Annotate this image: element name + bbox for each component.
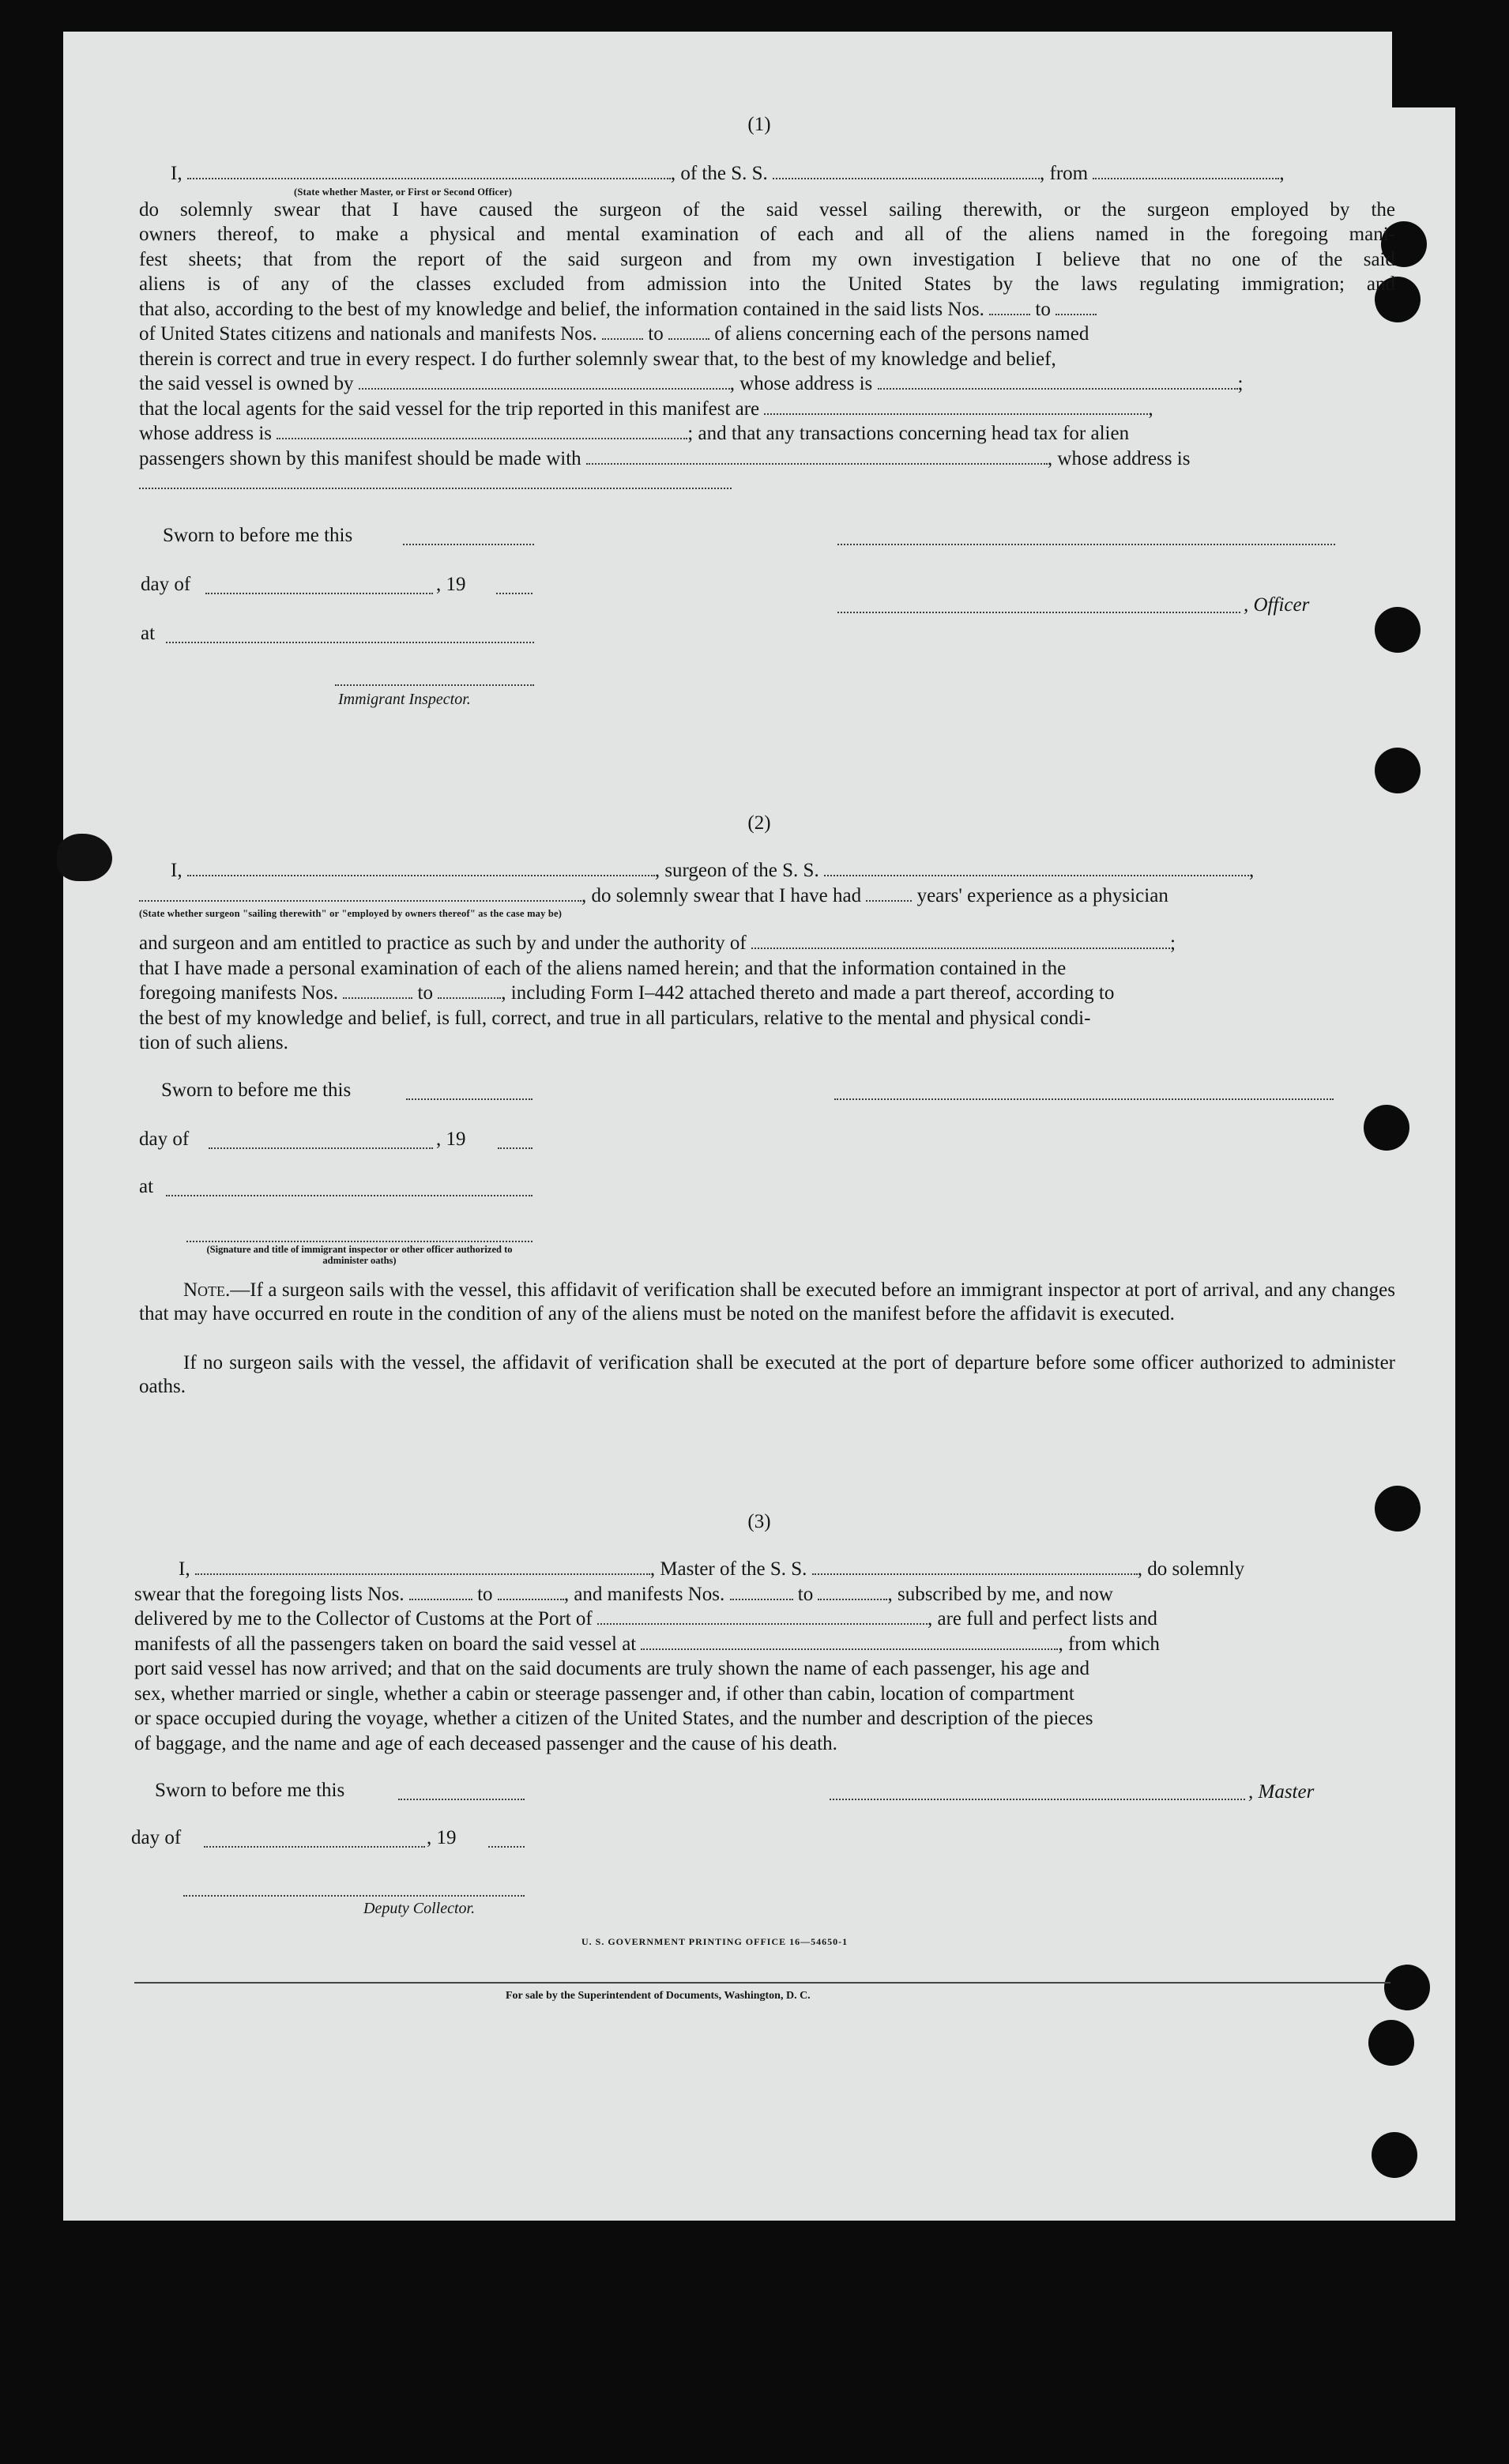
punch-hole [1375, 607, 1421, 653]
sworn-label: Sworn to before me this [161, 1079, 352, 1101]
at-blank[interactable] [166, 1195, 532, 1196]
text: the said vessel is owned by [139, 373, 354, 394]
paragraph-line: that I have made a personal examination of each of the aliens named herein; and that the information contained in the [139, 957, 1067, 979]
lists-to-blank[interactable] [498, 1583, 564, 1600]
text: , are full and perfect lists and [928, 1608, 1157, 1629]
printing-office-line: U. S. GOVERNMENT PRINTING OFFICE 16—54650-1 [581, 1936, 849, 1947]
text: , [1279, 163, 1285, 184]
agents-blank[interactable] [764, 397, 1148, 415]
lists-from-blank[interactable] [409, 1583, 472, 1600]
embark-port-blank[interactable] [641, 1633, 1058, 1650]
text: of United States citizens and nationals and manifests Nos. [139, 323, 597, 345]
text: , and manifests Nos. [563, 1583, 725, 1605]
officer-label: , Officer [1244, 594, 1310, 616]
punch-hole [1384, 1965, 1430, 2010]
text: , [1248, 860, 1255, 881]
sworn-label: Sworn to before me this [163, 525, 353, 546]
text: that the local agents for the said vessel for the trip reported in this manifest are [139, 397, 760, 420]
page-corner-tab [1392, 32, 1455, 107]
master-label: , Master [1248, 1781, 1315, 1803]
surgeon-note: (State whether surgeon "sailing therewith" or "employed by owners thereof" as the case may be) [139, 908, 563, 919]
paragraph-line: tion of such aliens. [139, 1032, 288, 1053]
years-blank[interactable] [866, 884, 912, 902]
officer-note: (State whether Master, or First or Second Officer) [294, 186, 513, 198]
paragraph-line: therein is correct and true in every respect. I do further solemnly swear that, to the best of my knowledge and belief, [139, 348, 1056, 370]
section1-body [139, 161, 1395, 496]
sale-notice: For sale by the Superintendent of Documents, Washington, D. C. [506, 1990, 811, 2002]
punch-hole [1368, 2020, 1414, 2066]
form-page [63, 32, 1455, 2221]
text: to [797, 1583, 814, 1605]
deputy-signature-blank[interactable] [183, 1895, 525, 1897]
manifest-to-blank[interactable] [668, 322, 709, 340]
section2-number: (2) [747, 812, 771, 834]
paragraph-line: do solemnly swear that I have caused the surgeon of the said vessel sailing therewith, or the surgeon employed by the [139, 198, 1395, 220]
port-blank[interactable] [597, 1607, 928, 1625]
head-tax-address-blank[interactable] [139, 472, 732, 489]
sworn-date-blank[interactable] [403, 544, 534, 545]
text: , subscribed by me, and now [887, 1583, 1113, 1605]
sworn-date-blank[interactable] [398, 1799, 525, 1800]
sworn-date-blank[interactable] [406, 1098, 532, 1100]
text: foregoing manifests Nos. [139, 982, 339, 1004]
surgeon-signature-blank[interactable] [834, 1098, 1334, 1100]
surgeon-status-blank[interactable] [139, 884, 581, 902]
text: ; and that any transactions concerning head tax for alien [687, 423, 1130, 444]
paragraph-line: port said vessel has now arrived; and that on the said documents are truly shown the name of each passenger, his age and [134, 1658, 1090, 1679]
text: manifests of all the passengers taken on board the said vessel at [134, 1633, 637, 1655]
text: I, [171, 163, 183, 184]
text: and surgeon and am entitled to practice as such by and under the authority of [139, 932, 747, 954]
section1-number: (1) [747, 114, 771, 135]
manifests-from-blank[interactable] [730, 1583, 793, 1600]
inspector-signature-blank[interactable] [335, 684, 534, 686]
paragraph-line: aliens is of any of the classes excluded from admission into the United States by the laws regulating immigration; and [139, 273, 1395, 295]
officer-signature-blank[interactable] [837, 544, 1335, 545]
at-label: at [141, 623, 156, 644]
text: , do solemnly swear that I have had [581, 884, 862, 906]
owner-blank[interactable] [359, 372, 730, 390]
master-name-blank[interactable] [195, 1558, 650, 1575]
master-signature-blank[interactable] [830, 1799, 1245, 1800]
paragraph-line: fest sheets; that from the report of the said surgeon and from my own investigation I believe that no one of the said [139, 248, 1395, 270]
section2-body [139, 858, 1395, 919]
text: , Master of the S. S. [649, 1558, 807, 1580]
paragraph-line: or space occupied during the voyage, whether a citizen of the United States, and the number and description of the pieces [134, 1708, 1093, 1729]
section3-number: (3) [747, 1511, 771, 1532]
text: , including Form I–442 attached thereto and made a part thereof, according to [501, 982, 1115, 1004]
lists-from-blank[interactable] [989, 298, 1030, 315]
day-blank[interactable] [205, 593, 433, 594]
text: to [417, 982, 433, 1004]
text: passengers shown by this manifest should be made with [139, 447, 581, 469]
inspector-caption: (Signature and title of immigrant inspector or other officer authorized to administer oaths) [206, 1244, 513, 1266]
text: to [1035, 298, 1051, 320]
year-label: , 19 [427, 1827, 457, 1848]
head-tax-agent-blank[interactable] [586, 447, 1048, 465]
at-label: at [139, 1176, 154, 1197]
section2-note2: If no surgeon sails with the vessel, the affidavit of verification shall be executed at the port of departure before some officer authorized to administer oaths. [139, 1352, 1395, 1397]
text: I, [171, 860, 183, 881]
paragraph-line: owners thereof, to make a physical and mental examination of each and all of the aliens named in the foregoing mani- [139, 224, 1395, 245]
text: swear that the foregoing lists Nos. [134, 1583, 405, 1605]
section2-paragraph [139, 931, 1395, 1056]
year-label: , 19 [436, 1128, 466, 1150]
day-of-label: day of [131, 1827, 182, 1848]
section2-note [139, 1279, 1395, 1326]
deputy-caption: Deputy Collector. [363, 1900, 476, 1917]
ink-blot [57, 834, 112, 881]
year-blank[interactable] [488, 1846, 525, 1848]
text: , do solemnly [1137, 1558, 1245, 1580]
manifest-from-blank[interactable] [602, 322, 643, 340]
inspector-caption: Immigrant Inspector. [338, 691, 471, 708]
punch-hole [1364, 1105, 1409, 1151]
punch-hole [1372, 2132, 1417, 2178]
year-label: , 19 [436, 574, 466, 595]
text: to [648, 323, 664, 345]
text: ; [1170, 932, 1176, 954]
text: years' experience as a physician [916, 884, 1168, 906]
manifest-from-blank[interactable] [343, 981, 412, 999]
officer-name-blank[interactable] [187, 162, 671, 179]
section3-body [134, 1557, 1395, 1756]
day-of-label: day of [141, 574, 191, 595]
agents-address-blank[interactable] [277, 422, 687, 439]
day-blank[interactable] [209, 1147, 433, 1149]
surgeon-ship-blank[interactable] [824, 859, 1249, 876]
from-port-blank[interactable] [1093, 162, 1279, 179]
owner-address-blank[interactable] [878, 372, 1238, 390]
text: , whose address is [1047, 447, 1191, 469]
text: delivered by me to the Collector of Customs at the Port of [134, 1608, 593, 1629]
text: I, [179, 1558, 190, 1580]
text: to [477, 1583, 493, 1605]
text: , from which [1058, 1633, 1160, 1655]
note-label: Note. [183, 1279, 231, 1301]
sworn-label: Sworn to before me this [155, 1780, 345, 1801]
year-blank[interactable] [498, 1147, 532, 1149]
master-ship-blank[interactable] [812, 1558, 1138, 1575]
year-blank[interactable] [496, 593, 532, 594]
text: , whose address is [729, 373, 873, 394]
officer-title-blank[interactable] [837, 612, 1240, 613]
text: whose address is [139, 423, 273, 444]
lists-to-blank[interactable] [1056, 298, 1097, 315]
text: of aliens concerning each of the persons named [714, 323, 1089, 345]
authority-blank[interactable] [751, 932, 1170, 949]
inspector-signature-blank[interactable] [186, 1241, 532, 1242]
paragraph-line: the best of my knowledge and belief, is full, correct, and true in all particulars, relative to the mental and physical condi- [139, 1007, 1091, 1029]
text: , surgeon of the S. S. [654, 860, 819, 881]
at-blank[interactable] [166, 642, 534, 643]
manifest-to-blank[interactable] [438, 981, 501, 999]
text: , [1148, 397, 1153, 420]
text: , of the S. S. [670, 163, 768, 184]
ship-name-blank[interactable] [773, 162, 1040, 179]
day-of-label: day of [139, 1128, 190, 1150]
note-text: —If a surgeon sails with the vessel, this affidavit of verification shall be executed before an immigrant inspector at port of arrival, and any changes that may have occurred en route in the condition of any of the aliens must be noted on the manifest before the affidavit is executed. [139, 1279, 1395, 1324]
text: ; [1237, 373, 1244, 394]
text: that also, according to the best of my knowledge and belief, the information contained in the said lists Nos. [139, 298, 984, 320]
punch-hole [1375, 748, 1421, 793]
surgeon-name-blank[interactable] [187, 859, 655, 876]
text: , from [1040, 163, 1089, 184]
footer-rule [134, 1982, 1390, 1984]
day-blank[interactable] [204, 1846, 425, 1848]
paragraph-line: sex, whether married or single, whether a cabin or steerage passenger and, if other than cabin, location of compartment [134, 1682, 1074, 1705]
manifests-to-blank[interactable] [818, 1583, 887, 1600]
paragraph-line: of baggage, and the name and age of each deceased passenger and the cause of his death. [134, 1732, 837, 1754]
